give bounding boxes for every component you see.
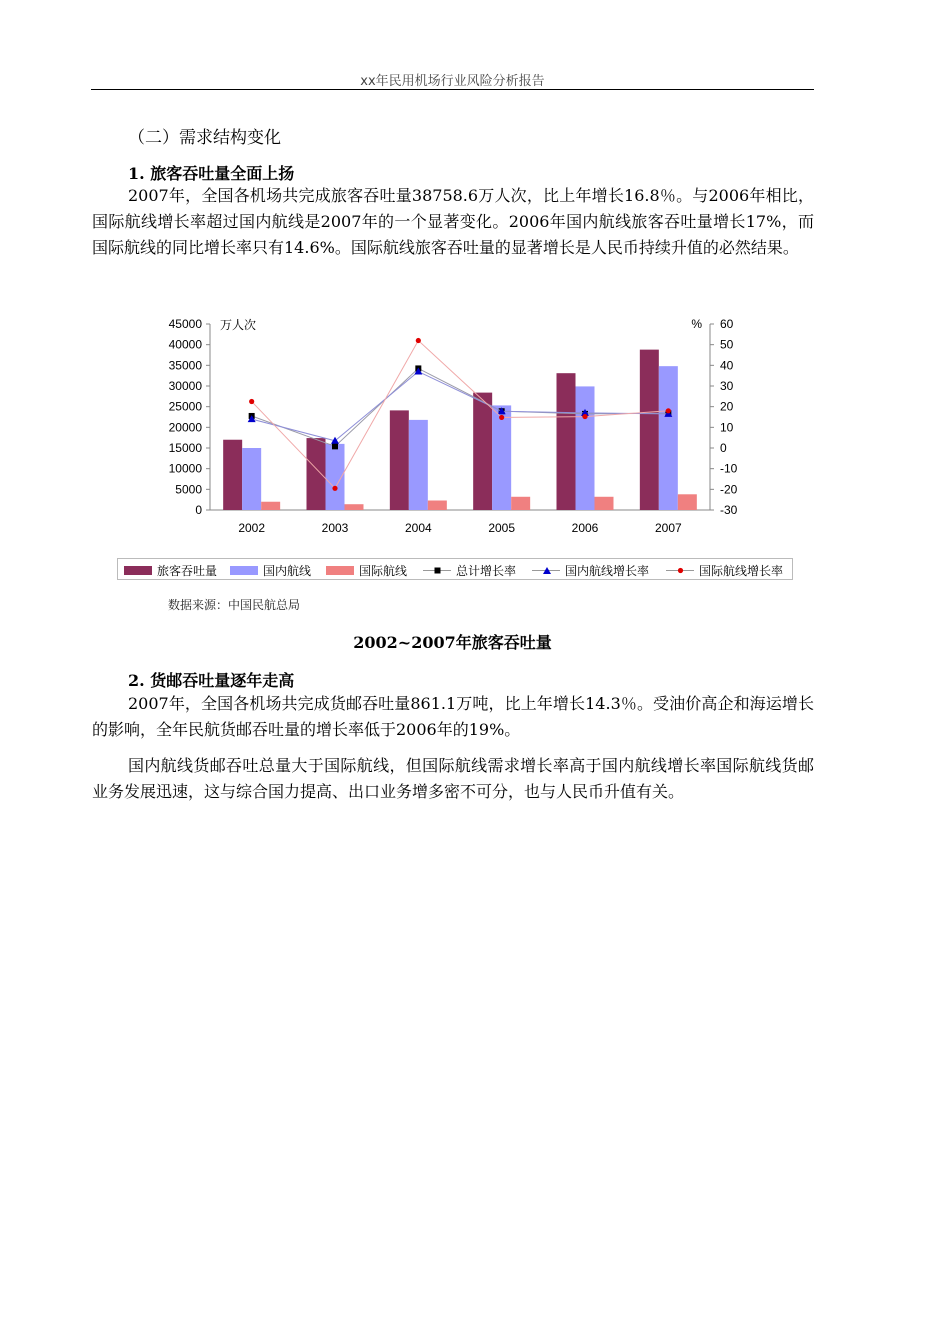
- left-tick-label: 35000: [168, 358, 202, 373]
- legend-swatch: [326, 566, 354, 575]
- legend-swatch: [666, 566, 694, 575]
- growth-line: [252, 368, 669, 446]
- left-axis-unit: 万人次: [220, 318, 257, 332]
- bar-domestic: [242, 448, 261, 510]
- x-tick-label: 2003: [321, 521, 349, 535]
- bar-total: [307, 438, 326, 510]
- chart-svg: [114, 308, 804, 548]
- right-tick-label: 40: [720, 358, 734, 373]
- legend-swatch: [230, 566, 258, 575]
- bar-total: [557, 373, 576, 510]
- legend-label: 国际航线: [359, 563, 408, 578]
- left-tick-label: 5000: [175, 482, 202, 497]
- legend-item-intl-growth: [666, 562, 783, 578]
- right-tick-label: 60: [720, 317, 734, 331]
- right-tick-label: 10: [720, 420, 734, 435]
- subheading-cargo: 2. 货邮吞吐量逐年走高: [128, 671, 295, 690]
- left-tick-label: 40000: [168, 337, 202, 352]
- intl-growth-point: [582, 414, 587, 419]
- left-tick-label: 10000: [168, 461, 202, 476]
- section-heading: （二）需求结构变化: [128, 128, 281, 148]
- x-tick-label: 2005: [488, 521, 516, 535]
- header-divider: [91, 89, 814, 90]
- left-tick-label: 20000: [168, 420, 202, 435]
- bar-domestic: [576, 386, 595, 510]
- bar-international: [678, 494, 697, 510]
- bar-international: [511, 497, 530, 510]
- growth-line: [252, 341, 669, 489]
- bar-total: [223, 440, 242, 510]
- x-tick-label: 2002: [238, 521, 266, 535]
- total-growth-point: [332, 443, 338, 449]
- bar-international: [595, 497, 614, 510]
- legend-label: 总计增长率: [456, 563, 517, 578]
- legend-item-total-growth: [423, 562, 516, 578]
- right-tick-label: -10: [720, 461, 738, 476]
- right-tick-label: 0: [720, 441, 727, 455]
- square-marker-icon: [434, 567, 441, 574]
- intl-growth-point: [249, 399, 254, 404]
- growth-line: [252, 372, 669, 441]
- chart-legend: [117, 558, 793, 580]
- paragraph-cargo: 2007年，全国各机场共完成货邮吞吐量861.1万吨，比上年增长14.3％。受油价高企和海运增长的影响，全年民航货邮吞吐量的增长率低于2006年的19%。: [92, 694, 814, 739]
- legend-label: 旅客吞吐量: [157, 563, 218, 578]
- right-axis-unit: %: [691, 317, 702, 331]
- intl-growth-point: [666, 408, 671, 413]
- right-tick-label: 50: [720, 337, 734, 352]
- triangle-marker-icon: [543, 567, 551, 574]
- circle-marker-icon: [677, 567, 684, 574]
- right-tick-label: -20: [720, 482, 738, 497]
- left-tick-label: 30000: [168, 379, 202, 393]
- paragraph-cargo-routes: 国内航线货邮吞吐总量大于国际航线，但国际航线需求增长率高于国内航线增长率国际航线货邮业务发展迅速，这与综合国力提高、出口业务增多密不可分，也与人民币升值有关。: [92, 756, 814, 801]
- passenger-chart: [114, 308, 804, 583]
- bar-total: [390, 410, 409, 510]
- legend-item-total-throughput: [124, 562, 217, 578]
- legend-label: 国内航线: [263, 563, 312, 578]
- bar-domestic: [659, 366, 678, 510]
- x-tick-label: 2007: [654, 521, 682, 535]
- left-tick-label: 45000: [168, 317, 202, 331]
- legend-item-domestic: [230, 562, 311, 578]
- bar-international: [345, 504, 364, 510]
- x-tick-label: 2006: [571, 521, 599, 535]
- page-header: xx年民用机场行业风险分析报告: [360, 74, 545, 89]
- figure-caption: 2002~2007年旅客吞吐量: [353, 633, 552, 652]
- bar-total: [473, 393, 492, 510]
- subheading-passenger: 1. 旅客吞吐量全面上扬: [128, 164, 295, 183]
- right-tick-label: 30: [720, 379, 734, 393]
- bar-total: [640, 350, 659, 510]
- bar-domestic: [409, 420, 428, 510]
- legend-swatch: [423, 566, 451, 575]
- legend-label: 国内航线增长率: [565, 563, 650, 578]
- intl-growth-point: [499, 415, 504, 420]
- legend-item-domestic-growth: [532, 562, 649, 578]
- legend-label: 国际航线增长率: [699, 563, 784, 578]
- right-tick-label: -30: [720, 503, 738, 517]
- x-tick-label: 2004: [404, 521, 432, 535]
- left-tick-label: 25000: [168, 399, 202, 414]
- bar-international: [428, 500, 447, 510]
- legend-swatch: [124, 566, 152, 575]
- legend-swatch: [532, 566, 560, 575]
- data-source: 数据来源：中国民航总局: [168, 598, 301, 612]
- paragraph-passenger: 2007年，全国各机场共完成旅客吞吐量38758.6万人次，比上年增长16.8％。与2006年相比，国际航线增长率超过国内航线是2007年的一个显著变化。2006年国内航线旅客吞吐量增长17%，而国际航线的同比增长率只有14.6%。国际航线旅客吞吐量的显著增长是人民币持续升值的必然结果。: [92, 186, 814, 257]
- legend-item-international: [326, 562, 407, 578]
- left-tick-label: 15000: [168, 441, 202, 455]
- bar-international: [261, 502, 280, 510]
- right-tick-label: 20: [720, 399, 734, 414]
- left-tick-label: 0: [195, 503, 202, 517]
- bar-domestic: [492, 405, 511, 510]
- intl-growth-point: [416, 338, 421, 343]
- intl-growth-point: [332, 486, 337, 491]
